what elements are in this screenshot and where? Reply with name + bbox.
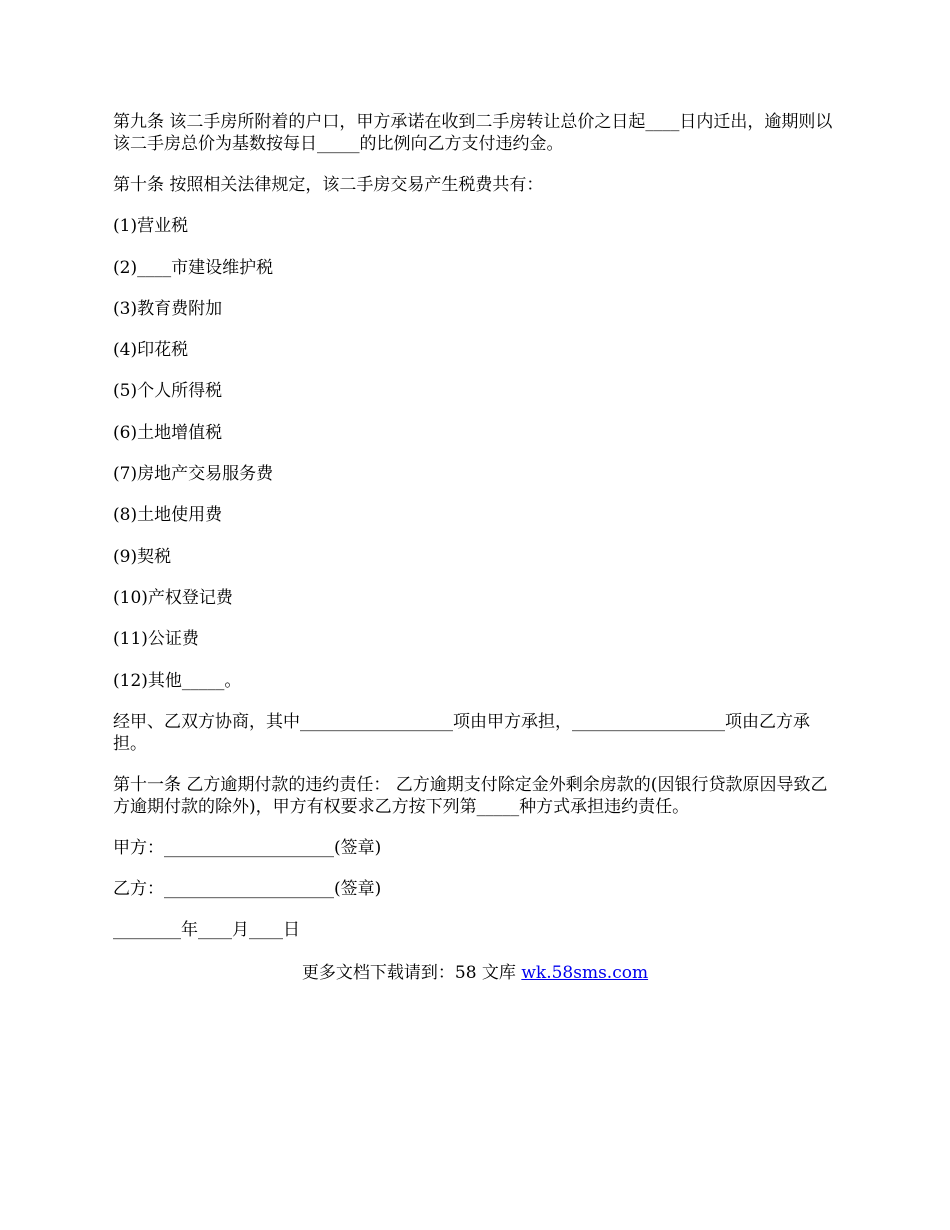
party-a-signature: 甲方：____________________(签章) <box>113 837 382 858</box>
tax-item-9: (9)契税 <box>113 546 172 567</box>
tax-item-12: (12)其他_____。 <box>113 670 242 691</box>
tax-item-10: (10)产权登记费 <box>113 587 233 608</box>
clause-11: 第十一条 乙方逾期付款的违约责任： 乙方逾期支付除定金外剩余房款的(因银行贷款原因导致乙方逾期付款的除外)，甲方有权要求乙方按下列第_____种方式承担违约责任。 <box>113 774 828 817</box>
footer-link[interactable]: wk.58sms.com <box>521 963 649 983</box>
party-b-signature: 乙方：____________________(签章) <box>113 879 382 900</box>
download-footer <box>0 962 950 984</box>
tax-item-7: (7)房地产交易服务费 <box>113 464 274 485</box>
tax-item-2: (2)____市建设维护税 <box>113 257 274 278</box>
clause-9: 第九条 该二手房所附着的户口，甲方承诺在收到二手房转让总价之日起____日内迁出，逾期则以该二手房总价为基数按每日_____的比例向乙方支付违约金。 <box>113 112 833 154</box>
tax-item-8: (8)土地使用费 <box>113 505 223 526</box>
sign-date: ________年____月____日 <box>113 920 300 941</box>
tax-item-6: (6)土地增值税 <box>113 422 223 443</box>
tax-item-3: (3)教育费附加 <box>113 298 223 319</box>
document-body <box>113 111 843 961</box>
tax-item-11: (11)公证费 <box>113 629 199 650</box>
clause-10-heading: 第十条 按照相关法律规定，该二手房交易产生税费共有： <box>113 175 544 195</box>
footer-prefix: 更多文档下载请到：58 文库 <box>301 963 522 983</box>
tax-item-1: (1)营业税 <box>113 216 189 237</box>
tax-item-4: (4)印花税 <box>113 340 189 361</box>
tax-item-5: (5)个人所得税 <box>113 381 223 402</box>
tax-allocation: 经甲、乙双方协商，其中__________________项由甲方承担，__________________项由乙方承担。 <box>113 711 810 754</box>
